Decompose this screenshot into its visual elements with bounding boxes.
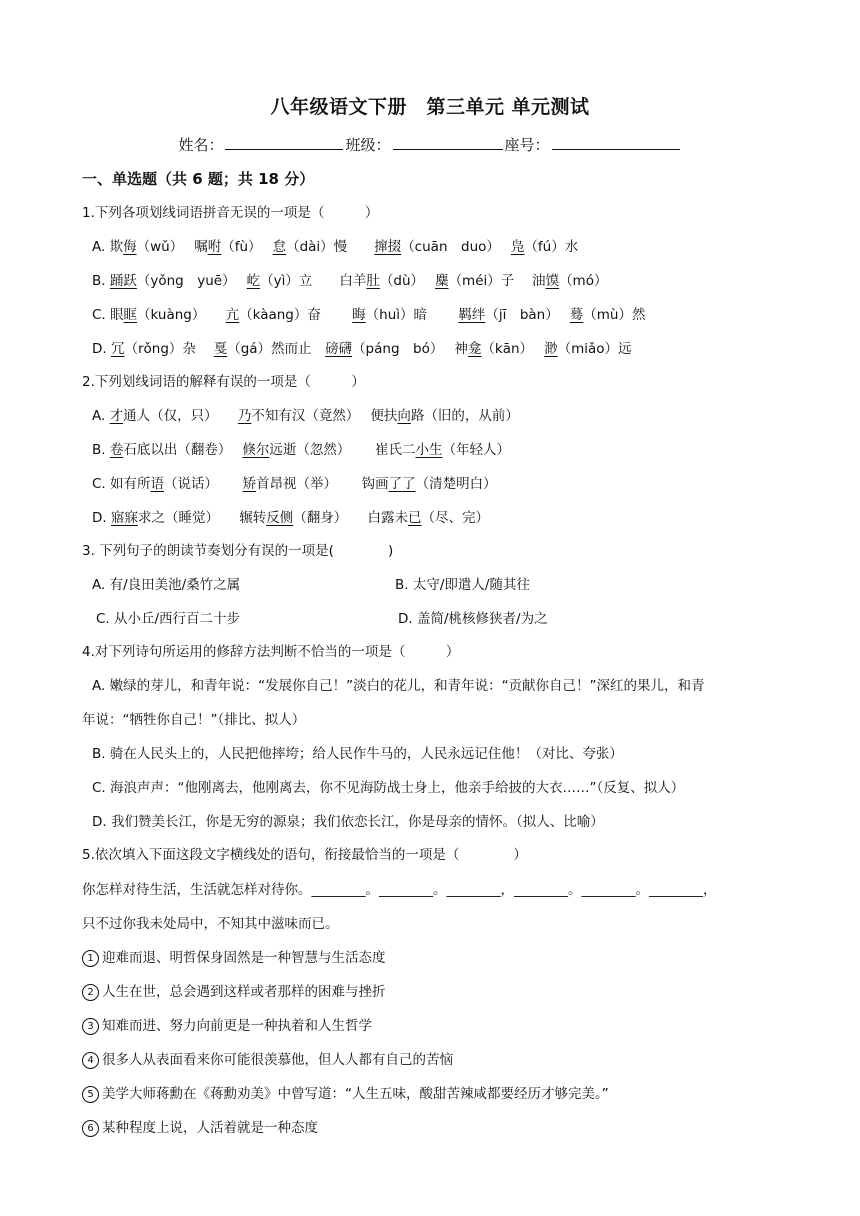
seat-label: 座号：	[504, 136, 550, 154]
name-label: 姓名：	[178, 136, 224, 154]
question-1-option-a: A. 欺侮（wǔ） 嘱咐（fù） 怠（dài）慢 撺掇（cuān duo） 凫（fú）水	[92, 239, 579, 255]
sentence-item: 4 很多人从表面看来你可能很羡慕他，但人人都有自己的苦恼	[82, 1050, 453, 1070]
sentence-item: 2 人生在世，总会遇到这样或者那样的困难与挫折	[82, 982, 386, 1002]
question-3-option-a: A. 有/良田美池/桑竹之属	[92, 577, 241, 593]
class-label: 班级：	[345, 136, 391, 154]
question-2-option-c: C. 如有所语（说话） 矫首昂视（举） 钩画了了（清楚明白）	[92, 476, 497, 492]
question-1-stem: 1.下列各项划线词语拼音无误的一项是（ ）	[82, 205, 379, 221]
question-3-row-2	[96, 609, 796, 629]
question-1-option-b: B. 踊跃（yǒng yuē） 屹（yì）立 白羊肚（dù） 麋（méi）子 油馍（mó）	[92, 273, 608, 289]
question-1-option-d: D. 冗（rǒng）杂 戛（gá）然而止 磅礴（páng bó） 神龛（kān） 渺（miǎo）远	[92, 341, 632, 357]
sentence-item: 6 某种程度上说，人活着就是一种态度	[82, 1118, 318, 1138]
page-title: 八年级语文下册 第三单元 单元测试	[270, 96, 590, 118]
question-5-stem: 5.依次填入下面这段文字横线处的语句，衔接最恰当的一项是（ ）	[82, 847, 527, 863]
question-5-passage-line-2: 只不过你我未处局中，不知其中滋味而已。	[82, 916, 339, 932]
question-3-option-b: B. 太守/即遣人/随其往	[395, 577, 530, 593]
question-3-option-d: D. 盖简/桃核修狭者/为之	[398, 611, 548, 627]
sentence-item: 3 知难而进、努力向前更是一种执着和人生哲学	[82, 1016, 372, 1036]
question-3-stem: 3. 下列句子的朗读节奏划分有误的一项是( )	[82, 543, 394, 559]
question-4-stem: 4.对下列诗句所运用的修辞方法判断不恰当的一项是（ ）	[82, 644, 460, 660]
class-blank[interactable]	[393, 135, 503, 150]
question-2-option-b: B. 卷石底以出（翻卷） 倏尔远逝（忽然） 崔氏二小生（年轻人）	[92, 442, 510, 458]
question-5-passage-line-1: 你怎样对待生活，生活就怎样对待你。________。________。________，________。________。________，	[82, 882, 717, 898]
question-4-option-c: C. 海浪声声：“他刚离去，他刚离去，你不见海防战士身上，他亲手给披的大衣……”（反复、拟人）	[92, 780, 685, 796]
question-3-option-c: C. 从小丘/西行百二十步	[96, 611, 241, 627]
question-4-option-b: B. 骑在人民头上的，人民把他摔垮；给人民作牛马的，人民永远记住他！（对比、夸张）	[92, 746, 623, 762]
section-heading: 一、单选题（共 6 题；共 18 分）	[82, 170, 315, 188]
question-4-option-a-line-1: A. 嫩绿的芽儿，和青年说：“发展你自己！”淡白的花儿，和青年说：“贡献你自己！”深红的果儿，和青	[92, 678, 705, 694]
question-4-option-d: D. 我们赞美长江，你是无穷的源泉；我们依恋长江，你是母亲的情怀。（拟人、比喻）	[92, 814, 604, 830]
question-2-option-a: A. 才通人（仅，只） 乃不知有汉（竟然） 便扶向路（旧的，从前）	[92, 408, 519, 424]
name-blank[interactable]	[225, 135, 343, 150]
question-3-row-1	[92, 575, 792, 595]
question-2-stem: 2.下列划线词语的解释有误的一项是（ ）	[82, 374, 365, 390]
student-info-row	[0, 134, 860, 155]
question-2-option-d: D. 寤寐求之（睡觉） 辗转反侧（翻身） 白露未已（尽、完）	[92, 510, 489, 526]
question-1-option-c: C. 眼眶（kuàng） 亢（kàang）奋 晦（huì）暗 羁绊（jī bàn） 蓦（mù）然	[92, 307, 646, 323]
seat-blank[interactable]	[552, 135, 680, 150]
sentence-item: 5 美学大师蒋勳在《蒋勳劝美》中曾写道：“人生五味，酸甜苦辣咸都要经历才够完美。”	[82, 1084, 609, 1104]
sentence-item: 1 迎难而退、明哲保身固然是一种智慧与生活态度	[82, 948, 386, 968]
question-4-option-a-line-2: 年说：“牺牲你自己！”（排比、拟人）	[82, 712, 306, 728]
